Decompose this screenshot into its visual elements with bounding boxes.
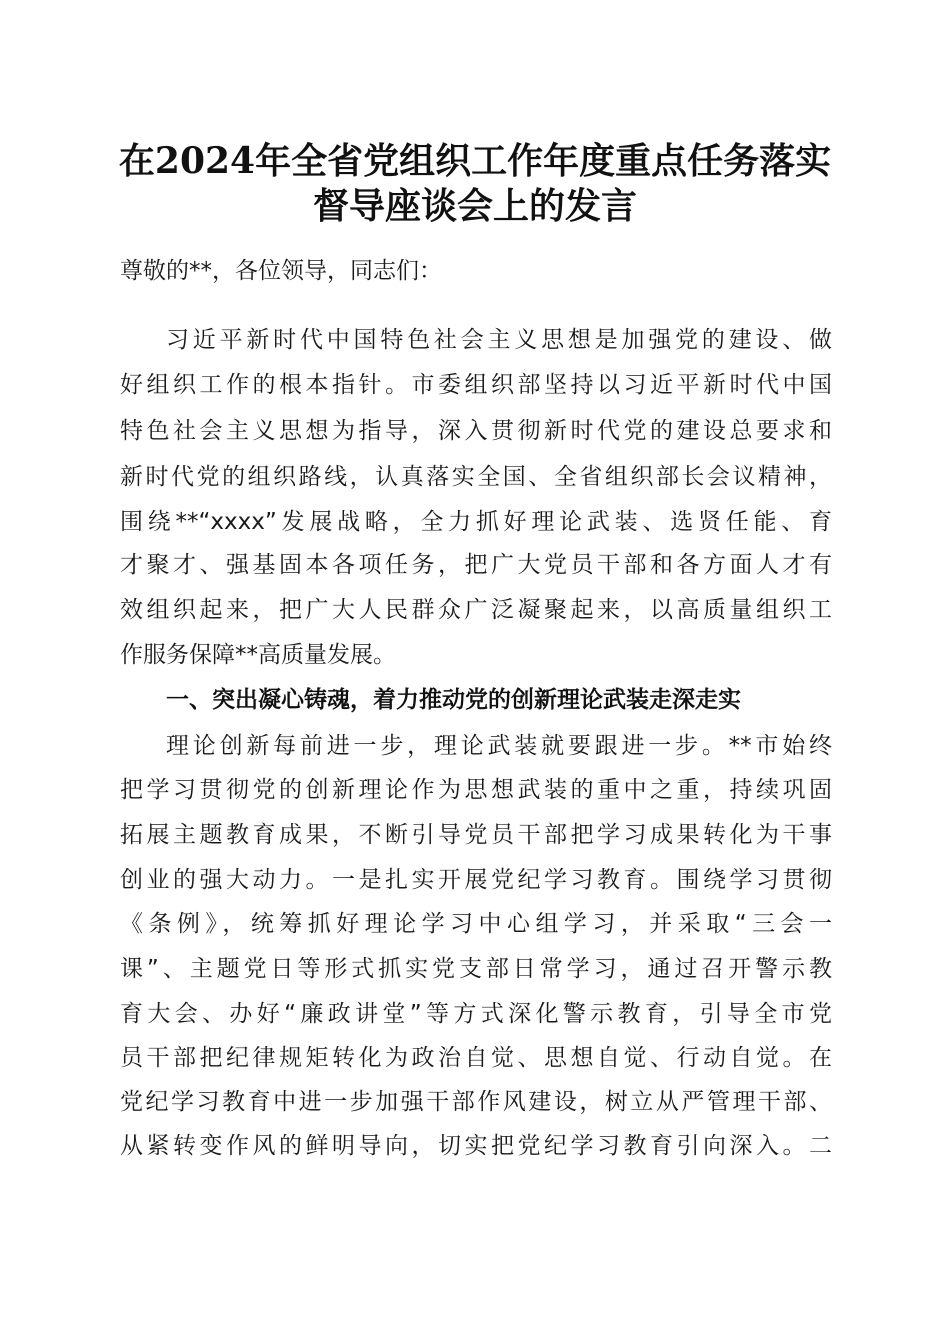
paragraph-2-line: 把学习贯彻党的创新理论作为思想武装的重中之重，持续巩固 — [120, 777, 832, 803]
paragraph-1-line: 好组织工作的根本指针。市委组织部坚持以习近平新时代中国 — [120, 372, 832, 398]
paragraph-1-line: 围绕**“xxxx”发展战略，全力抓好理论武装、选贤任能、育 — [120, 509, 832, 535]
paragraph-2-line: 育大会、办好“廉政讲堂”等方式深化警示教育，引导全市党 — [120, 1001, 832, 1027]
paragraph-2-line: 《条例》，统筹抓好理论学习中心组学习，并采取“三会一 — [120, 911, 832, 937]
paragraph-2-line: 理论创新每前进一步，理论武装就要跟进一步。**市始终 — [166, 733, 832, 759]
paragraph-2-line: 创业的强大动力。一是扎实开展党纪学习教育。围绕学习贯彻 — [120, 867, 832, 893]
paragraph-1-line: 作服务保障**高质量发展。 — [120, 642, 396, 668]
paragraph-2-line: 员干部把纪律规矩转化为政治自觉、思想自觉、行动自觉。在 — [120, 1045, 832, 1071]
paragraph-1-line: 效组织起来，把广大人民群众广泛凝聚起来，以高质量组织工 — [120, 597, 832, 623]
document-title-line-1: 在2024年全省党组织工作年度重点任务落实 — [118, 140, 832, 182]
document-title-line-2: 督导座谈会上的发言 — [312, 185, 637, 227]
paragraph-2-line: 拓展主题教育成果，不断引导党员干部把学习成果转化为干事 — [120, 822, 832, 848]
paragraph-1-line: 习近平新时代中国特色社会主义思想是加强党的建设、做 — [166, 327, 832, 353]
paragraph-2-line: 党纪学习教育中进一步加强干部作风建设，树立从严管理干部、 — [120, 1089, 832, 1115]
salutation: 尊敬的**，各位领导，同志们： — [120, 258, 442, 284]
paragraph-1-line: 才聚才、强基固本各项任务，把广大党员干部和各方面人才有 — [120, 552, 832, 578]
paragraph-2-line: 从紧转变作风的鲜明导向，切实把党纪学习教育引向深入。二 — [120, 1133, 832, 1159]
paragraph-1-line: 特色社会主义思想为指导，深入贯彻新时代党的建设总要求和 — [120, 418, 832, 444]
paragraph-1-line: 新时代党的组织路线，认真落实全国、全省组织部长会议精神， — [120, 464, 832, 490]
section-heading-1: 一、突出凝心铸魂，着力推动党的创新理论武装走深走实 — [166, 687, 741, 713]
paragraph-2-line: 课”、主题党日等形式抓实党支部日常学习，通过召开警示教 — [120, 956, 832, 982]
